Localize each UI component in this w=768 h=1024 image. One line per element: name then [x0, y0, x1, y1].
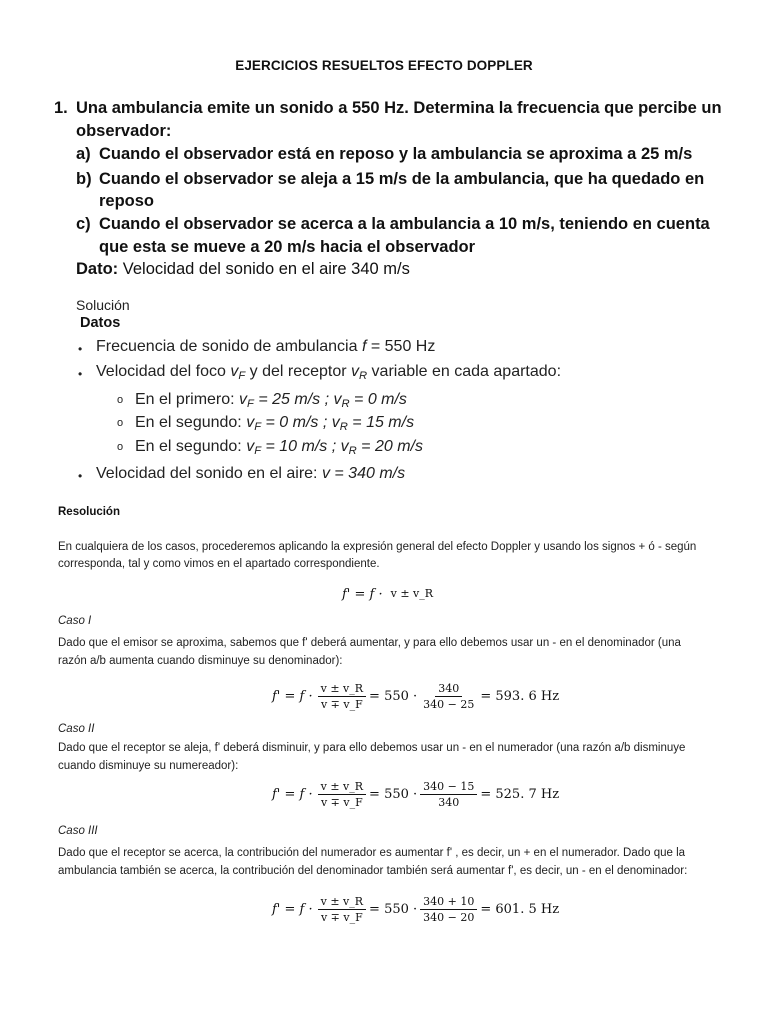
sub-bullet-icon: o: [117, 441, 124, 453]
caso2-formula: [270, 780, 559, 809]
option-c-letter: c): [76, 215, 91, 233]
var-v: v: [230, 363, 239, 380]
caso2-line2: cuando disminuye su numereador):: [58, 760, 239, 772]
var-v: v: [246, 414, 255, 431]
bullet-icon: •: [78, 342, 83, 356]
option-a-text: Cuando el observador está en reposo y la ambulancia se aproxima a 25 m/s: [99, 145, 693, 163]
sub-f: F: [254, 445, 262, 457]
formula-numerator: 340 + 10: [420, 895, 477, 910]
datos-heading: Datos: [80, 315, 121, 331]
formula-result: = 525. 7 Hz: [480, 787, 560, 802]
formula-fraction: [420, 780, 477, 809]
sub-bullet-label: En el segundo:: [135, 438, 247, 455]
bullet-frequency-value: = 550 Hz: [366, 338, 436, 355]
bullet-icon: •: [78, 469, 83, 483]
sub-bullet-values: 0 m/s ; v: [279, 414, 340, 431]
option-a-letter: a): [76, 145, 91, 163]
bullet-velocities: [96, 363, 561, 382]
option-b-text-line2: reposo: [99, 192, 155, 210]
formula-fraction: [420, 895, 477, 924]
exercise-number: 1.: [54, 99, 68, 117]
formula-numerator: 340: [435, 682, 462, 697]
formula-lhs: f' = f ·: [272, 689, 313, 704]
eq-sign: =: [261, 414, 280, 431]
eq-sign: =: [253, 391, 273, 408]
formula-lhs: f' = f ·: [272, 787, 313, 802]
eq-sign: =: [261, 438, 280, 455]
sub-bullet-end: = 0 m/s: [349, 391, 407, 408]
var-v: v: [351, 363, 359, 380]
caso1-title: Caso I: [58, 615, 92, 627]
dato-label: Dato:: [76, 260, 119, 278]
resolucion-intro-line2: corresponda, tal y como vimos en el apartado correspondiente.: [58, 558, 380, 570]
solution-label: Solución: [76, 297, 130, 313]
formula-denominator: v ∓ v_F: [320, 911, 363, 924]
sub-bullet-end: = 20 m/s: [356, 438, 423, 455]
formula-mid: = 550 ·: [369, 689, 418, 704]
sub-bullet-icon: o: [117, 394, 124, 406]
caso1-formula: [270, 682, 559, 711]
resolucion-intro-line1: En cualquiera de los casos, procederemos aplicando la expresión general del efecto Doppler y usando los signos + ó - según: [58, 541, 697, 553]
formula-numerator: 340 − 15: [420, 780, 477, 795]
exercise-intro-line1: Una ambulancia emite un sonido a 550 Hz. Determina la frecuencia que percibe un: [76, 99, 722, 117]
bullet-frequency-text: Frecuencia de sonido de ambulancia: [96, 338, 362, 355]
bullet-velocities-text-a: Velocidad del foco: [96, 363, 231, 380]
sub-f: F: [247, 398, 254, 410]
general-formula: [340, 587, 439, 602]
sub-r: R: [359, 370, 368, 382]
sub-bullet-icon: o: [117, 417, 124, 429]
var-v: v: [246, 438, 255, 455]
formula-denominator: v ∓ v_F: [320, 796, 363, 809]
caso3-line1: Dado que el receptor se acerca, la contribución del numerador es aumentar f' , es decir, un + en el numerador. Dado que la: [58, 847, 686, 859]
sub-r: R: [339, 421, 348, 433]
formula-mid: = 550 ·: [369, 902, 418, 917]
formula-fraction: [318, 895, 366, 924]
caso1-line2: razón a/b aumenta cuando disminuye su denominador):: [58, 655, 343, 667]
sub-f: F: [238, 370, 246, 382]
formula-denominator: v ∓ v_F: [320, 698, 363, 711]
bullet-sound-speed-value: v = 340 m/s: [321, 465, 406, 482]
sub-bullet-case2: [135, 414, 414, 433]
option-c-text-line2: que esta se mueve a 20 m/s hacia el observador: [99, 238, 476, 256]
sub-r: R: [348, 445, 357, 457]
exercise-intro-line2: observador:: [76, 122, 172, 140]
dato-value: Velocidad del sonido en el aire 340 m/s: [122, 260, 410, 278]
dato-line: [76, 260, 410, 279]
caso2-line1: Dado que el receptor se aleja, f' deberá disminuir, y para ello debemos usar un - en el numerador (una razón a/b disminuye: [58, 742, 686, 754]
sub-bullet-values: 25 m/s ; v: [272, 391, 342, 408]
sub-bullet-case3: [135, 438, 423, 457]
sub-r: R: [341, 398, 350, 410]
formula-numerator: v ± v_R: [318, 682, 366, 697]
formula-fraction: [318, 780, 366, 809]
formula-numerator: v ± v_R: [318, 780, 366, 795]
option-b-text-line1: Cuando el observador se aleja a 15 m/s de la ambulancia, que ha quedado en: [99, 170, 705, 188]
sub-bullet-label: En el segundo:: [135, 414, 247, 431]
caso3-title: Caso III: [58, 825, 98, 837]
bullet-velocities-text-b: y del receptor: [245, 363, 351, 380]
resolucion-heading: Resolución: [58, 506, 120, 518]
bullet-frequency: [96, 338, 435, 356]
caso2-title: Caso II: [58, 723, 95, 735]
sub-bullet-label: En el primero:: [135, 391, 240, 408]
formula-denominator: 340 − 20: [423, 911, 475, 924]
bullet-icon: •: [78, 367, 83, 381]
formula-denominator: 340 − 25: [423, 698, 475, 711]
bullet-frequency-var: f: [361, 338, 367, 355]
option-c-text-line1: Cuando el observador se acerca a la ambulancia a 10 m/s, teniendo en cuenta: [99, 215, 710, 233]
formula-numerator: v ± v_R: [318, 895, 366, 910]
formula-numerator: v ± v_R: [390, 587, 434, 600]
formula-result: = 593. 6 Hz: [480, 689, 560, 704]
formula-denominator: 340: [438, 796, 460, 809]
bullet-sound-speed: [96, 465, 405, 483]
formula-mid: = 550 ·: [369, 787, 418, 802]
formula-fraction: [318, 682, 366, 711]
formula-fraction: [420, 682, 477, 711]
sub-bullet-values: 10 m/s ; v: [279, 438, 349, 455]
formula-fraction: [388, 587, 436, 602]
option-b-letter: b): [76, 170, 92, 188]
formula-denominator: [409, 601, 415, 602]
caso3-line2: ambulancia también se acerca, la contribución del denominador también será aumentar f', es decir, un - en el denominador:: [58, 865, 688, 877]
sub-f: F: [254, 421, 262, 433]
formula-lhs: f' = f ·: [342, 587, 383, 602]
sub-bullet-end: = 15 m/s: [347, 414, 415, 431]
caso3-formula: [270, 895, 559, 924]
formula-lhs: f' = f ·: [272, 902, 313, 917]
caso1-line1: Dado que el emisor se aproxima, sabemos que f' deberá aumentar, y para ello debemos usar un - en el denominador (una: [58, 637, 681, 649]
bullet-velocities-text-c: variable en cada apartado:: [367, 363, 562, 380]
bullet-sound-speed-text: Velocidad del sonido en el aire:: [96, 465, 322, 482]
sub-bullet-case1: [135, 391, 407, 410]
var-v: v: [239, 391, 248, 408]
document-title: EJERCICIOS RESUELTOS EFECTO DOPPLER: [235, 58, 533, 73]
formula-result: = 601. 5 Hz: [480, 902, 560, 917]
